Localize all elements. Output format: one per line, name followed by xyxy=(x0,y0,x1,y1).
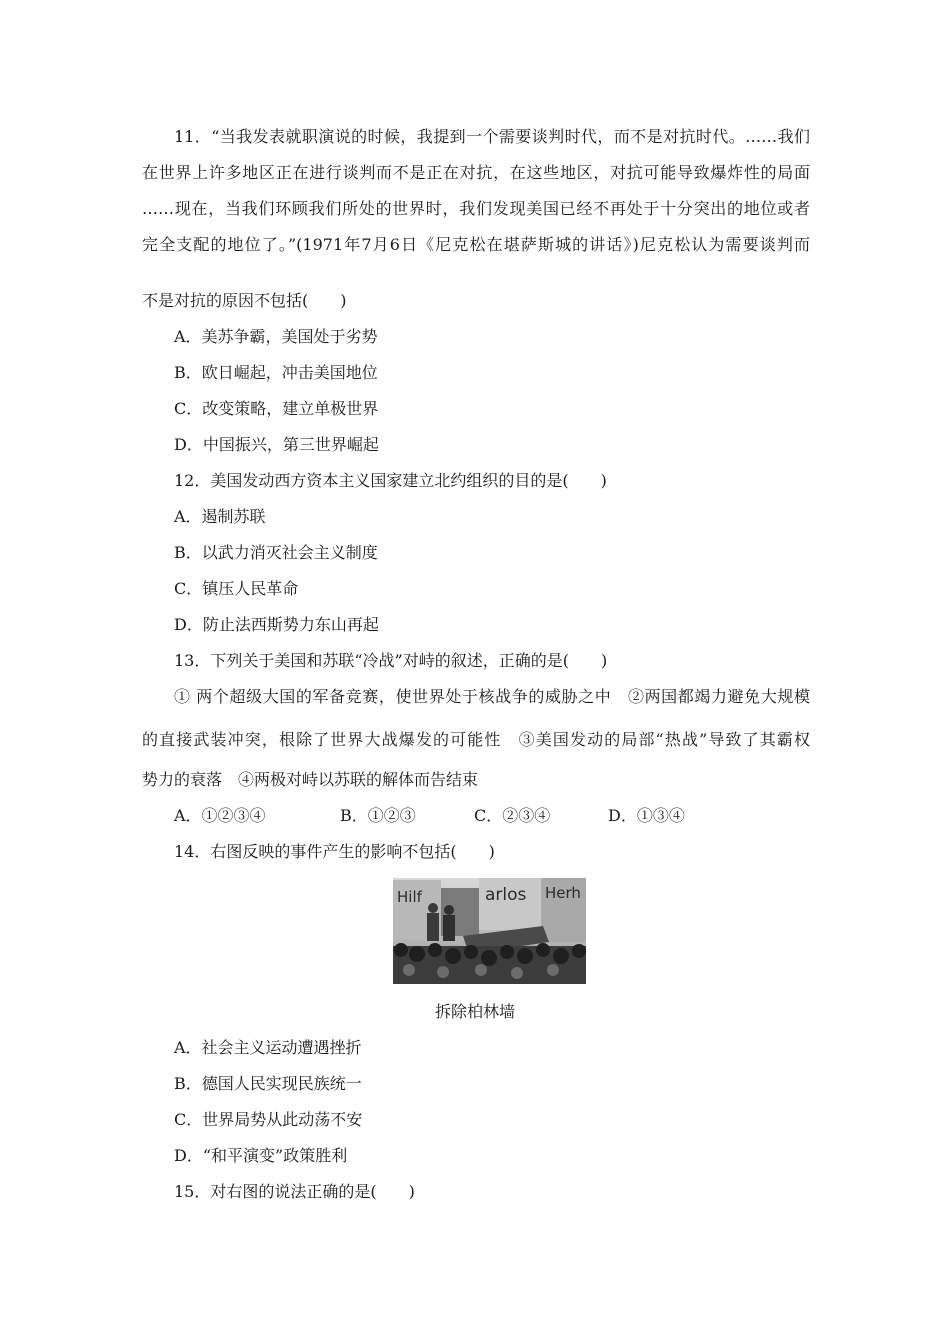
q11-option-c: C．改变策略，建立单极世界 xyxy=(174,399,379,418)
q13-option-c: C．②③④ xyxy=(474,806,551,825)
q12-stem: 12．美国发动西方资本主义国家建立北约组织的目的是( ) xyxy=(174,471,607,490)
q12-option-a: A．遏制苏联 xyxy=(174,507,266,526)
q13-body-line-3: 势力的衰落 ④两极对峙以苏联的解体而告结束 xyxy=(142,770,479,789)
q11-option-b: B．欧日崛起，冲击美国地位 xyxy=(174,363,378,382)
q14-stem: 14．右图反映的事件产生的影响不包括( ) xyxy=(174,842,495,861)
q13-option-d: D．①③④ xyxy=(608,806,685,825)
berlin-wall-photo-graphic xyxy=(393,878,586,984)
graffiti-right: Herh xyxy=(545,884,581,902)
q14-option-d: D．“和平演变”政策胜利 xyxy=(174,1146,348,1165)
q12-option-b: B．以武力消灭社会主义制度 xyxy=(174,543,378,562)
q13-option-b: B．①②③ xyxy=(340,806,416,825)
graffiti-center: arlos xyxy=(485,885,527,905)
q12-option-c: C．镇压人民革命 xyxy=(174,579,299,598)
q13-body-line-2: 的直接武装冲突，根除了世界大战爆发的可能性 ③美国发动的局部“热战”导致了其霸权 xyxy=(142,730,810,749)
q11-stem-line-5: 不是对抗的原因不包括( ) xyxy=(142,291,347,310)
q11-option-a: A．美苏争霸，美国处于劣势 xyxy=(174,327,378,346)
q15-stem: 15．对右图的说法正确的是( ) xyxy=(174,1182,415,1201)
q11-option-d: D．中国振兴，第三世界崛起 xyxy=(174,435,379,454)
q13-stem: 13．下列关于美国和苏联“冷战”对峙的叙述，正确的是( ) xyxy=(174,651,608,670)
q14-option-c: C．世界局势从此动荡不安 xyxy=(174,1110,363,1129)
q12-option-d: D．防止法西斯势力东山再起 xyxy=(174,615,379,634)
photo-caption: 拆除柏林墙 xyxy=(434,1002,515,1021)
q13-option-a: A．①②③④ xyxy=(174,806,266,825)
q11-stem-line-4: 完全支配的地位了。”(1971年7月6日《尼克松在堪萨斯城的讲话》)尼克松认为需要谈判而 xyxy=(142,235,810,254)
q14-option-a: A．社会主义运动遭遇挫折 xyxy=(174,1038,362,1057)
q11-stem-line-3: ……现在，当我们环顾我们所处的世界时，我们发现美国已经不再处于十分突出的地位或者 xyxy=(142,199,810,218)
berlin-wall-photo xyxy=(393,878,586,984)
q14-option-b: B．德国人民实现民族统一 xyxy=(174,1074,362,1093)
q11-stem-line-1: 11．“当我发表就职演说的时候，我提到一个需要谈判时代，而不是对抗时代。……我们 xyxy=(174,127,810,146)
graffiti-left: Hilf xyxy=(397,888,422,906)
q11-stem-line-2: 在世界上许多地区正在进行谈判而不是正在对抗，在这些地区，对抗可能导致爆炸性的局面 xyxy=(142,163,810,182)
q13-body-line-1: ① 两个超级大国的军备竞赛，使世界处于核战争的威胁之中 ②两国都竭力避免大规模 xyxy=(174,687,810,706)
